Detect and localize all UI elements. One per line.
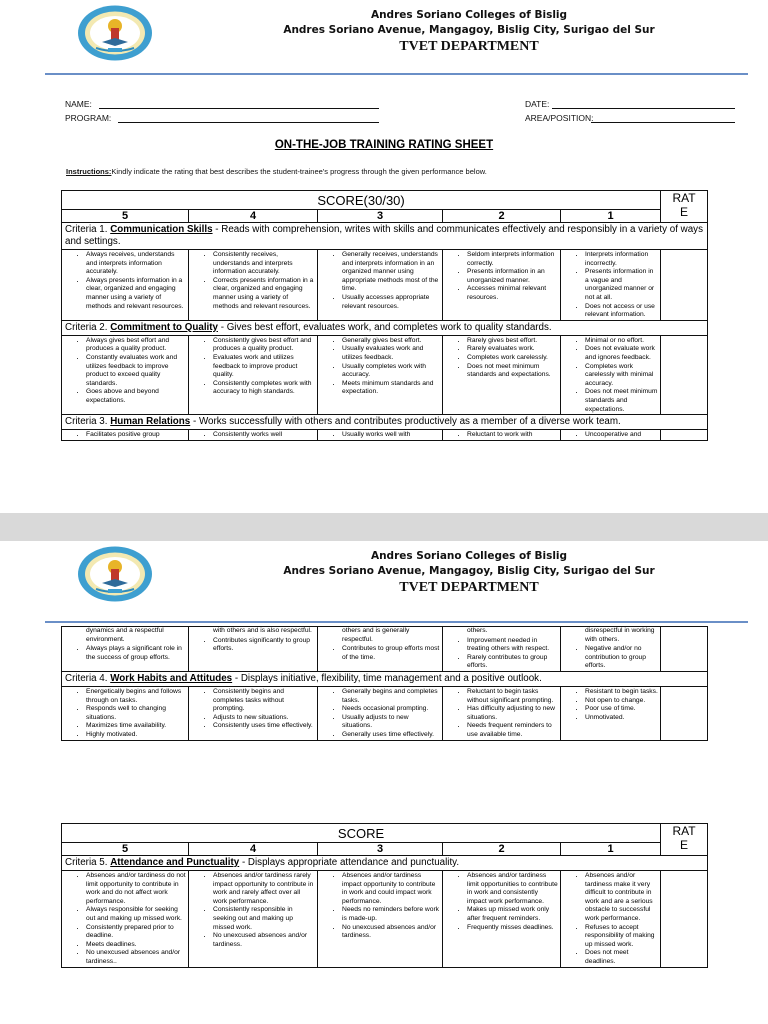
descriptor-continued-text: with others and is also respectful. — [213, 627, 312, 634]
descriptor-item: • Uncooperative and — [585, 431, 658, 440]
school-name: Andres Soriano Colleges of Bislig — [370, 550, 568, 562]
descriptor-item: • Does not meet deadlines. — [585, 949, 658, 966]
descriptor-item: • Seldom interprets information correctly. — [467, 251, 558, 268]
rate-input-cell[interactable] — [661, 335, 708, 414]
descriptor-item: • Rarely evaluates work. — [467, 345, 558, 354]
instructions-label: Instructions: — [66, 167, 112, 176]
descriptor-item: • Highly motivated. — [86, 731, 186, 740]
rating-table-1 — [61, 190, 708, 441]
descriptor-cell-level-2 — [443, 871, 561, 968]
descriptor-item: • Accesses minimal relevant resources. — [467, 285, 558, 302]
descriptor-item: • Contributes significantly to group efforts. — [213, 637, 315, 654]
descriptor-cell-level-4 — [189, 871, 318, 968]
descriptor-item: • Energetically begins and follows through on tasks. — [86, 688, 186, 705]
descriptor-item: • Always presents information in a clear, organized and engaging manner using a variety of methods and relevant resources. — [86, 277, 186, 311]
name-label: NAME: — [65, 99, 92, 109]
instructions-text: Kindly indicate the rating that best describes the student-trainee's progress through the given performance below. — [111, 167, 487, 176]
descriptor-list — [62, 431, 188, 440]
descriptor-list — [318, 688, 442, 740]
level-4-header: 4 — [189, 210, 318, 223]
descriptor-item: • Constantly evaluates work and utilizes feedback to improve product to exceed quality standards. — [86, 354, 186, 388]
descriptor-cell-level-5 — [62, 686, 189, 740]
trainee-info-fields — [65, 99, 738, 127]
descriptor-item: • Always receives, understands and interprets information accurately. — [86, 251, 186, 277]
descriptor-item: • Generally uses time effectively. — [342, 731, 440, 740]
descriptor-continued-text: dynamics and a respectful environment. — [86, 627, 164, 643]
descriptor-item: • Absences and/or tardiness impact opportunity to contribute in work and could impact work performance. — [342, 872, 440, 906]
descriptor-cell-level-4 — [189, 430, 318, 441]
descriptor-list — [189, 688, 317, 731]
descriptor-row — [62, 335, 708, 414]
descriptor-item: • Completes work carelessly. — [467, 354, 558, 363]
descriptor-item: • Generally receives, understands and interprets information in an organized manner using appropriate methods most of the time. — [342, 251, 440, 294]
descriptor-row — [62, 430, 708, 441]
school-seal-logo — [76, 4, 154, 62]
descriptor-item: • Corrects presents information in a clear, organized and engaging manner using a variety of methods and relevant resources. — [213, 277, 315, 311]
descriptor-item: • Needs occasional prompting. — [342, 705, 440, 714]
criteria-row — [62, 415, 708, 430]
descriptor-item: • Completes work carelessly with minimal accuracy. — [585, 363, 658, 389]
descriptor-item: • Always gives best effort and produces a quality product. — [86, 337, 186, 354]
descriptor-continued-text: disrespectful in working with others. — [585, 627, 655, 643]
level-5-header: 5 — [62, 843, 189, 856]
school-name: Andres Soriano Colleges of Bislig — [370, 9, 568, 21]
descriptor-list — [62, 251, 188, 311]
descriptor-item: • Evaluates work and utilizes feedback to improve product quality. — [213, 354, 315, 380]
descriptor-list — [189, 637, 317, 654]
level-4-header: 4 — [189, 843, 318, 856]
descriptor-cell-level-5 — [62, 335, 189, 414]
criteria-description: - Gives best effort, evaluates work, and completes work to quality standards. — [217, 321, 552, 333]
descriptor-item: • Consistently begins and completes tasks without prompting. — [213, 688, 315, 714]
descriptor-list — [318, 431, 442, 440]
descriptor-item: • Minimal or no effort. — [585, 337, 658, 346]
descriptor-cell-level-3 — [318, 871, 443, 968]
letterhead — [0, 541, 768, 605]
descriptor-item: • Poor use of time. — [585, 705, 658, 714]
area-position-field[interactable] — [591, 113, 735, 123]
descriptor-item: • Generally begins and completes tasks. — [342, 688, 440, 705]
criteria-number: Criteria 3. — [65, 416, 108, 428]
score-header: SCORE — [62, 824, 661, 843]
rating-table-1-continued — [61, 626, 708, 741]
descriptor-item: • Generally gives best effort. — [342, 337, 440, 346]
header-divider — [45, 73, 748, 75]
descriptor-cell-level-1 — [561, 627, 661, 672]
descriptor-cell-level-4 — [189, 250, 318, 321]
descriptor-item: • No unexcused absences and/or tardiness. — [213, 932, 315, 949]
descriptor-continued-text: others and is generally respectful. — [342, 627, 410, 643]
descriptor-item: • Meets deadlines. — [86, 941, 186, 950]
rate-header: RAT E — [661, 824, 708, 856]
descriptor-item: • Consistently works well — [213, 431, 315, 440]
descriptor-item: • Reluctant to begin tasks without significant prompting. — [467, 688, 558, 705]
criteria-heading — [62, 223, 708, 250]
descriptor-cell-level-4 — [189, 627, 318, 672]
descriptor-item: • Responds well to changing situations. — [86, 705, 186, 722]
descriptor-item: • Has difficulty adjusting to new situations. — [467, 705, 558, 722]
descriptor-item: • Makes up missed work only after frequent reminders. — [467, 906, 558, 923]
descriptor-item: • Always plays a significant role in the success of group efforts. — [86, 645, 186, 662]
criteria-heading — [62, 856, 708, 871]
descriptor-list — [443, 251, 560, 303]
descriptor-list — [318, 251, 442, 311]
descriptor-item: • Facilitates positive group — [86, 431, 186, 440]
program-label: PROGRAM: — [65, 113, 112, 123]
criteria-description: - Reads with comprehension, writes with skills and communicates effectively and responsibly in a variety of ways and settings. — [65, 224, 703, 247]
descriptor-list — [318, 872, 442, 941]
descriptor-item: • Improvement needed in treating others with respect. — [467, 637, 558, 654]
descriptor-cell-level-1 — [561, 430, 661, 441]
descriptor-row — [62, 686, 708, 740]
descriptor-item: • Does not evaluate work and ignores feedback. — [585, 345, 658, 362]
descriptor-cell-level-5 — [62, 250, 189, 321]
level-2-header: 2 — [443, 210, 561, 223]
criteria-heading — [62, 415, 708, 430]
descriptor-list — [62, 337, 188, 406]
rate-input-cell[interactable] — [661, 627, 708, 672]
descriptor-item: • Meets minimum standards and expectation. — [342, 380, 440, 397]
department-name: TVET DEPARTMENT — [399, 580, 539, 595]
descriptor-item: • Reluctant to work with — [467, 431, 558, 440]
descriptor-cell-level-3 — [318, 430, 443, 441]
descriptor-list — [189, 337, 317, 397]
date-label: DATE: — [525, 99, 550, 109]
descriptor-item: • Adjusts to new situations. — [213, 714, 315, 723]
descriptor-list — [62, 872, 188, 967]
header-divider — [45, 621, 748, 623]
rating-table-2 — [61, 823, 708, 968]
descriptor-cell-level-5 — [62, 430, 189, 441]
criteria-name: Work Habits and Attitudes — [110, 672, 233, 684]
descriptor-item: • Does not meet minimum standards and expectations. — [585, 388, 658, 414]
descriptor-list — [443, 637, 560, 671]
descriptor-item: • Consistently prepared prior to deadline. — [86, 924, 186, 941]
program-field[interactable] — [118, 113, 379, 123]
descriptor-row — [62, 250, 708, 321]
rate-input-cell[interactable] — [661, 686, 708, 740]
descriptor-item: • Resistant to begin tasks. — [585, 688, 658, 697]
descriptor-item: • Usually evaluates work and utilizes feedback. — [342, 345, 440, 362]
descriptor-item: • Needs frequent reminders to use available time. — [467, 722, 558, 739]
descriptor-item: • Goes above and beyond expectations. — [86, 388, 186, 405]
descriptor-item: • Unmotivated. — [585, 714, 658, 723]
descriptor-item: • Contributes to group efforts most of the time. — [342, 645, 440, 662]
descriptor-row — [62, 627, 708, 672]
criteria-name: Attendance and Punctuality — [110, 857, 240, 868]
criteria-number: Criteria 5. — [65, 857, 108, 868]
descriptor-cell-level-5 — [62, 871, 189, 968]
level-3-header: 3 — [318, 210, 443, 223]
descriptor-item: • Not open to change. — [585, 697, 658, 706]
descriptor-cell-level-2 — [443, 686, 561, 740]
descriptor-list — [561, 431, 660, 440]
rate-input-cell[interactable] — [661, 430, 708, 441]
descriptor-item: • No unexcused absences and/or tardiness.. — [86, 949, 186, 966]
descriptor-list — [62, 645, 188, 662]
criteria-row — [62, 320, 708, 335]
descriptor-list — [443, 431, 560, 440]
descriptor-cell-level-5 — [62, 627, 189, 672]
descriptor-item: • Usually works well with — [342, 431, 440, 440]
score-header: SCORE(30/30) — [62, 191, 661, 210]
descriptor-cell-level-1 — [561, 871, 661, 968]
level-5-header: 5 — [62, 210, 189, 223]
sheet-title: ON-THE-JOB TRAINING RATING SHEET — [274, 139, 494, 151]
rate-input-cell[interactable] — [661, 871, 708, 968]
descriptor-item: • Consistently gives best effort and produces a quality product. — [213, 337, 315, 354]
criteria-name: Communication Skills — [110, 224, 213, 235]
document-page-2 — [0, 541, 768, 1024]
descriptor-cell-level-4 — [189, 686, 318, 740]
descriptor-item: • Consistently completes work with accuracy to high standards. — [213, 380, 315, 397]
descriptor-item: • Usually adjusts to new situations. — [342, 714, 440, 731]
descriptor-item: • Presents information in an unorganized manner. — [467, 268, 558, 285]
criteria-heading — [62, 320, 708, 335]
level-3-header: 3 — [318, 843, 443, 856]
descriptor-item: • Absences and/or tardiness do not limit opportunity to contribute in work and do not affect work performance. — [86, 872, 186, 906]
criteria-name: Commitment to Quality — [110, 321, 218, 333]
date-field[interactable] — [552, 99, 735, 109]
descriptor-continued-text: others. — [467, 627, 488, 634]
area-position-label: AREA/POSITION: — [525, 113, 594, 123]
school-address: Andres Soriano Avenue, Mangagoy, Bislig City, Surigao del Sur — [283, 24, 655, 36]
descriptor-item: • Rarely contributes to group efforts. — [467, 654, 558, 671]
descriptor-item: • Usually completes work with accuracy. — [342, 363, 440, 380]
descriptor-cell-level-3 — [318, 627, 443, 672]
descriptor-cell-level-3 — [318, 335, 443, 414]
descriptor-list — [189, 872, 317, 949]
descriptor-cell-level-3 — [318, 686, 443, 740]
criteria-number: Criteria 4. — [65, 672, 108, 684]
rate-header: RAT E — [661, 191, 708, 223]
descriptor-list — [318, 645, 442, 662]
descriptor-item: • Does not access or use relevant information. — [585, 303, 658, 320]
criteria-description: - Displays initiative, flexibility, time management and a positive outlook. — [232, 672, 542, 684]
department-name: TVET DEPARTMENT — [399, 39, 539, 54]
descriptor-item: • Interprets information incorrectly. — [585, 251, 658, 268]
descriptor-list — [443, 688, 560, 740]
descriptor-item: • Absences and/or tardiness make it very difficult to contribute in work and are a serious obstacle to successful work performance. — [585, 872, 658, 924]
school-seal-logo — [76, 545, 154, 603]
descriptor-list — [318, 337, 442, 397]
descriptor-list — [443, 872, 560, 932]
rate-input-cell[interactable] — [661, 250, 708, 321]
descriptor-list — [561, 645, 660, 671]
descriptor-item: • Maximizes time availability. — [86, 722, 186, 731]
descriptor-cell-level-3 — [318, 250, 443, 321]
descriptor-item: • Consistently responsible in seeking out and making up missed work. — [213, 906, 315, 932]
descriptor-item: • Needs no reminders before work is made-up. — [342, 906, 440, 923]
descriptor-list — [561, 872, 660, 967]
descriptor-cell-level-2 — [443, 627, 561, 672]
school-address: Andres Soriano Avenue, Mangagoy, Bislig City, Surigao del Sur — [283, 565, 655, 577]
criteria-number: Criteria 1. — [65, 224, 108, 235]
descriptor-cell-level-4 — [189, 335, 318, 414]
criteria-description: - Displays appropriate attendance and punctuality. — [239, 857, 460, 868]
descriptor-item: • Usually accesses appropriate relevant resources. — [342, 294, 440, 311]
criteria-heading — [62, 671, 708, 686]
descriptor-row — [62, 871, 708, 968]
level-2-header: 2 — [443, 843, 561, 856]
descriptor-list — [189, 431, 317, 440]
descriptor-item: • Does not meet minimum standards and expectations. — [467, 363, 558, 380]
descriptor-item: • No unexcused absences and/or tardiness. — [342, 924, 440, 941]
descriptor-item: • Absences and/or tardiness rarely impact opportunity to contribute in work and rarely affect over all work performance. — [213, 872, 315, 906]
criteria-row — [62, 671, 708, 686]
descriptor-list — [443, 337, 560, 380]
descriptor-item: • Frequently misses deadlines. — [467, 924, 558, 933]
criteria-number: Criteria 2. — [65, 321, 108, 333]
criteria-description: - Works successfully with others and contributes productively as a member of a diverse work team. — [190, 416, 621, 428]
descriptor-list — [62, 688, 188, 740]
descriptor-item: • Absences and/or tardiness limit opportunities to contribute in work and consistently impact work performance. — [467, 872, 558, 906]
descriptor-item: • Refuses to accept responsibility of making up missed work. — [585, 924, 658, 950]
descriptor-cell-level-2 — [443, 430, 561, 441]
descriptor-item: • Consistently uses time effectively. — [213, 722, 315, 731]
descriptor-cell-level-2 — [443, 335, 561, 414]
descriptor-list — [561, 251, 660, 320]
descriptor-item: • Rarely gives best effort. — [467, 337, 558, 346]
descriptor-list — [561, 688, 660, 722]
descriptor-cell-level-1 — [561, 335, 661, 414]
criteria-row — [62, 856, 708, 871]
descriptor-item: • Always responsible for seeking out and making up missed work. — [86, 906, 186, 923]
descriptor-item: • Negative and/or no contribution to group efforts. — [585, 645, 658, 671]
descriptor-cell-level-1 — [561, 250, 661, 321]
level-1-header: 1 — [561, 210, 661, 223]
descriptor-cell-level-1 — [561, 686, 661, 740]
descriptor-list — [189, 251, 317, 311]
letterhead — [0, 0, 768, 64]
descriptor-list — [561, 337, 660, 414]
criteria-name: Human Relations — [110, 416, 191, 428]
descriptor-item: • Presents information in a vague and unorganized manner or not at all. — [585, 268, 658, 302]
descriptor-item: • Consistently receives, understands and interprets information accurately. — [213, 251, 315, 277]
name-field[interactable] — [99, 99, 379, 109]
level-1-header: 1 — [561, 843, 661, 856]
instructions — [66, 167, 487, 176]
criteria-row — [62, 223, 708, 250]
descriptor-cell-level-2 — [443, 250, 561, 321]
